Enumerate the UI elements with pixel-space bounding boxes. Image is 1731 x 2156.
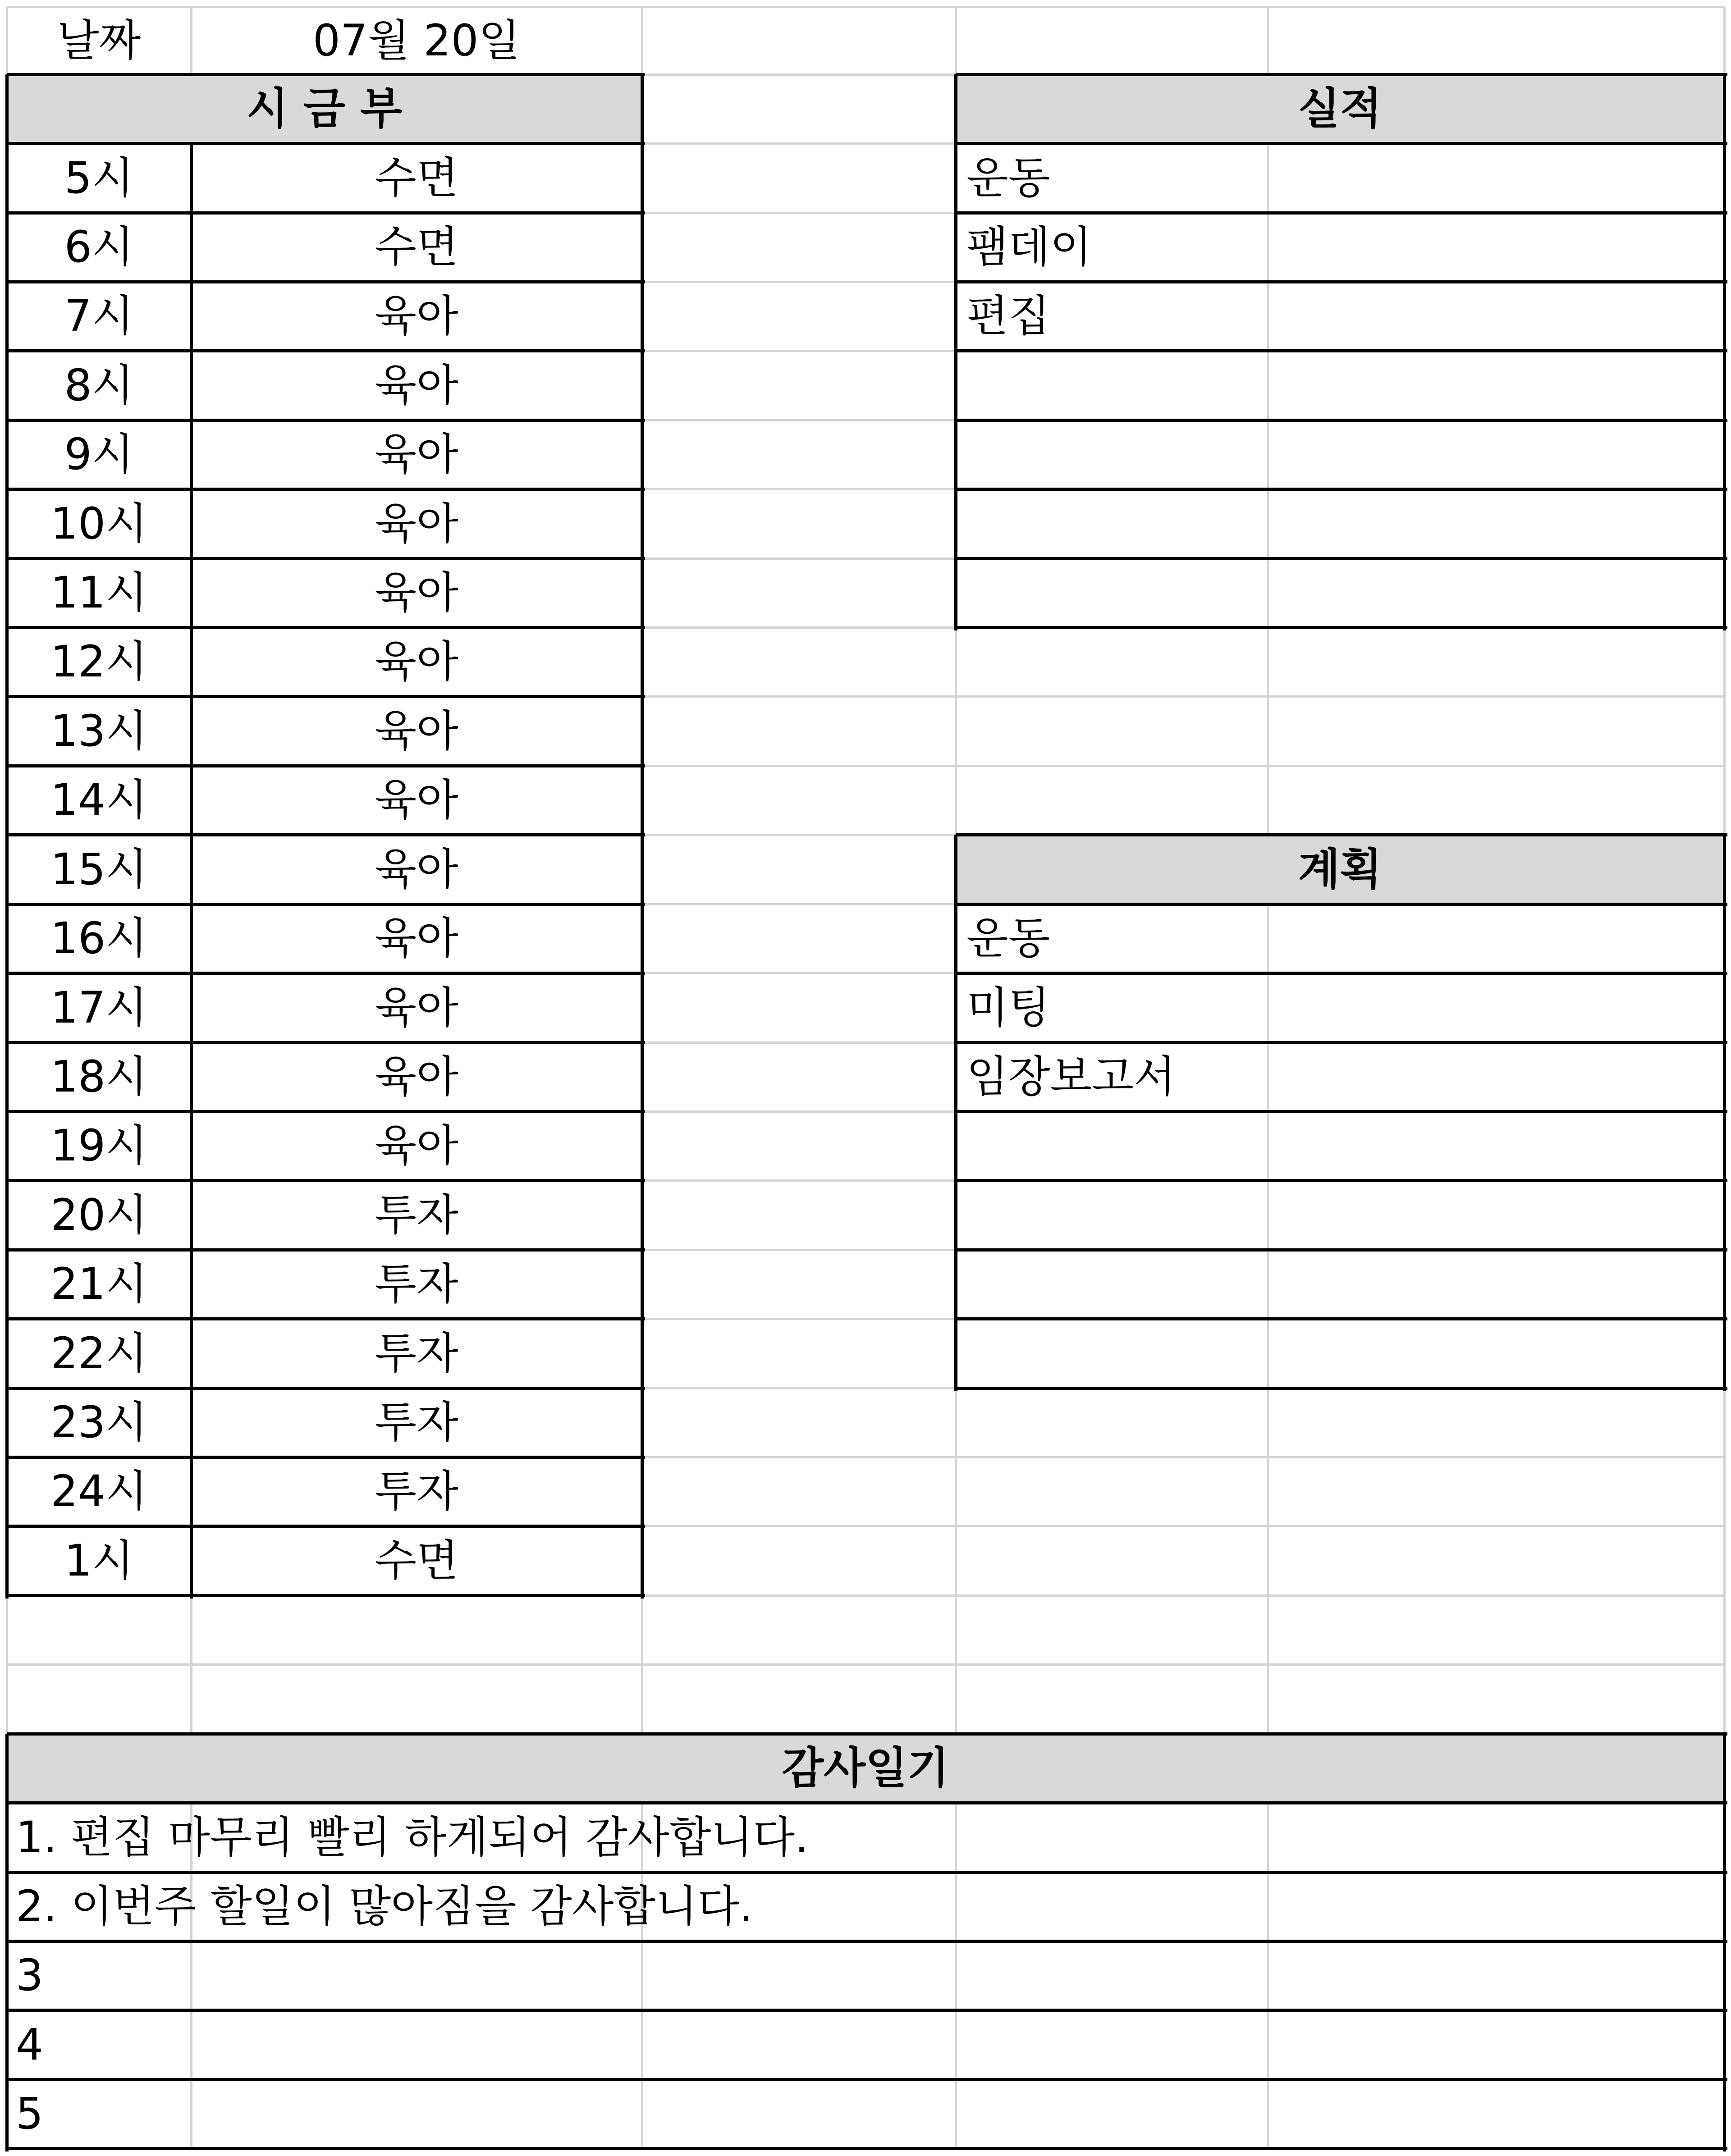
schedule-activity-cell[interactable]: 투자 [375, 1259, 458, 1309]
schedule-time-cell[interactable]: 24시 [50, 1466, 147, 1517]
border-v [954, 74, 957, 630]
schedule-activity-cell[interactable]: 투자 [375, 1190, 458, 1240]
schedule-activity-cell[interactable]: 투자 [375, 1328, 458, 1379]
plan-item-cell[interactable] [966, 1319, 1724, 1388]
schedule-time-cell[interactable]: 10시 [50, 498, 147, 549]
schedule-activity-cell[interactable]: 육아 [375, 1051, 458, 1102]
gratitude-item-cell[interactable] [16, 2148, 1724, 2156]
schedule-activity-cell[interactable]: 육아 [375, 775, 458, 825]
schedule-time-cell[interactable]: 14시 [50, 775, 147, 825]
achievement-item-cell[interactable]: 편집 [966, 291, 1050, 341]
achievements-title[interactable]: 실적 [1298, 83, 1382, 134]
gratitude-item-cell[interactable]: 3 [16, 1950, 44, 2001]
schedule-time-cell[interactable]: 13시 [50, 706, 147, 756]
achievement-item-cell[interactable]: 팸데이 [966, 222, 1092, 272]
schedule-time-cell[interactable]: 11시 [50, 567, 147, 618]
schedule-activity-cell[interactable]: 투자 [375, 1466, 458, 1517]
schedule-time-cell[interactable]: 21시 [50, 1259, 147, 1309]
plan-item-cell[interactable]: 미팅 [966, 982, 1050, 1033]
achievement-item-cell[interactable] [966, 420, 1724, 489]
plan-item-cell[interactable]: 임장보고서 [966, 1051, 1176, 1102]
schedule-time-cell[interactable]: 8시 [64, 360, 134, 411]
schedule-time-cell[interactable]: 23시 [50, 1397, 147, 1448]
schedule-time-cell[interactable]: 16시 [50, 913, 147, 964]
schedule-activity-cell[interactable]: 투자 [375, 1397, 458, 1448]
schedule-activity-cell[interactable]: 육아 [375, 498, 458, 549]
schedule-activity-cell[interactable]: 육아 [375, 636, 458, 687]
schedule-activity-cell[interactable]: 수면 [375, 222, 458, 272]
schedule-activity-cell[interactable]: 육아 [375, 360, 458, 411]
schedule-title[interactable]: 시 금 부 [246, 83, 403, 134]
schedule-activity-cell[interactable]: 수면 [375, 153, 458, 203]
achievement-item-cell[interactable] [966, 558, 1724, 627]
schedule-activity-cell[interactable]: 육아 [375, 291, 458, 341]
schedule-activity-cell[interactable]: 수면 [375, 1535, 458, 1586]
gratitude-item-cell[interactable]: 5 [16, 2088, 44, 2139]
plan-item-cell[interactable] [966, 1180, 1724, 1250]
schedule-time-cell[interactable]: 9시 [64, 429, 134, 480]
achievement-item-cell[interactable] [966, 489, 1724, 558]
schedule-activity-cell[interactable]: 육아 [375, 913, 458, 964]
schedule-time-cell[interactable]: 5시 [64, 153, 134, 203]
schedule-activity-cell[interactable]: 육아 [375, 429, 458, 480]
achievement-item-cell[interactable]: 운동 [966, 153, 1050, 203]
border-v [954, 835, 957, 1391]
schedule-time-cell[interactable]: 22시 [50, 1328, 147, 1379]
gratitude-title[interactable]: 감사일기 [782, 1743, 949, 1793]
gridline-h [7, 1663, 1724, 1666]
plans-title[interactable]: 계획 [1298, 844, 1382, 895]
schedule-time-cell[interactable]: 18시 [50, 1051, 147, 1102]
gratitude-item-cell[interactable]: 4 [16, 2019, 44, 2070]
schedule-time-cell[interactable]: 12시 [50, 636, 147, 687]
plan-item-cell[interactable]: 운동 [966, 913, 1050, 964]
schedule-time-cell[interactable]: 6시 [64, 222, 134, 272]
achievement-item-cell[interactable] [966, 351, 1724, 420]
gratitude-item-cell[interactable]: 1. 편집 마무리 빨리 하게되어 감사합니다. [16, 1812, 809, 1863]
schedule-activity-cell[interactable]: 육아 [375, 706, 458, 756]
plan-item-cell[interactable] [966, 1111, 1724, 1180]
date-label-cell[interactable]: 날짜 [57, 15, 141, 66]
schedule-time-cell[interactable]: 1시 [64, 1535, 134, 1586]
gratitude-item-cell[interactable]: 2. 이번주 할일이 많아짐을 감사합니다. [16, 1881, 753, 1932]
schedule-activity-cell[interactable]: 육아 [375, 982, 458, 1033]
date-value-cell[interactable]: 07월 20일 [312, 15, 521, 66]
plan-item-cell[interactable] [966, 1250, 1724, 1319]
schedule-activity-cell[interactable]: 육아 [375, 844, 458, 895]
schedule-time-cell[interactable]: 19시 [50, 1120, 147, 1171]
schedule-time-cell[interactable]: 15시 [50, 844, 147, 895]
schedule-activity-cell[interactable]: 육아 [375, 1120, 458, 1171]
schedule-time-cell[interactable]: 17시 [50, 982, 147, 1033]
schedule-time-cell[interactable]: 20시 [50, 1190, 147, 1240]
schedule-time-cell[interactable]: 7시 [64, 291, 134, 341]
schedule-activity-cell[interactable]: 육아 [375, 567, 458, 618]
